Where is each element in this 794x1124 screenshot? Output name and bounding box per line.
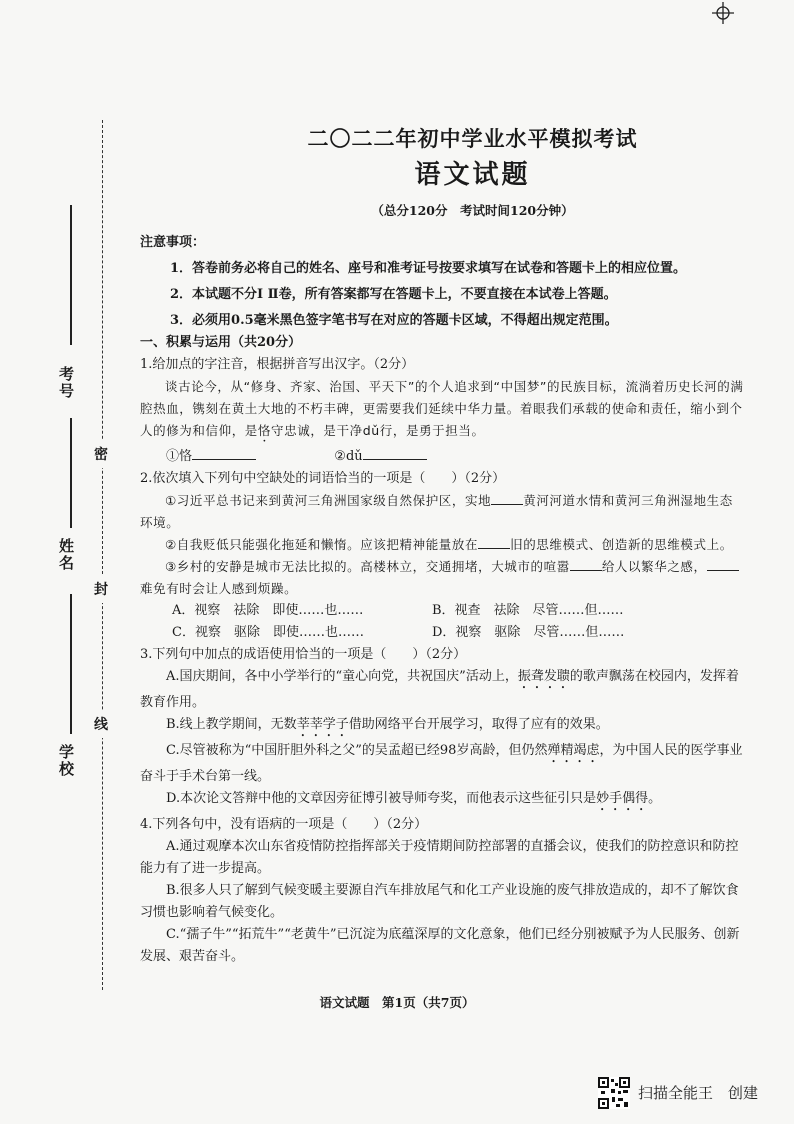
- page-footer: 语文试题 第1页（共7页）: [319, 995, 475, 1010]
- name-label: 姓名: [57, 538, 75, 572]
- notice-item: 2．本试题不分Ⅰ Ⅱ卷，所有答案都写在答题卡上，不要直接在本试卷上答题。: [170, 287, 617, 302]
- q3-option-a[interactable]: A.国庆期间，各中小学举行的“童心向党，共祝国庆”活动上，振聋发聩的歌声飘荡在校园内，发挥着教育作用。: [140, 669, 739, 710]
- blank-2-label: ②dǔ: [334, 449, 363, 464]
- q4-stem: 4.下列各句中，没有语病的一项是（ ）（2分）: [140, 817, 428, 832]
- exam-no-line: [70, 205, 72, 345]
- q2-sentence-1: ①习近平总书记来到黄河三角洲国家级自然保护区，实地 黄河河道水情和黄河三角洲湿地生态环境。: [140, 490, 745, 534]
- q3-option-c[interactable]: C.尽管被称为“中国肝胆外科之父”的吴孟超已经98岁高龄，但仍然殚精竭虑，为中国人民的医学事业奋斗于手术台第一线。: [140, 743, 743, 784]
- section-title: 一、积累与运用（共20分）: [140, 335, 302, 350]
- q3-option-d[interactable]: D.本次论文答辩中他的文章因旁征博引被导师夸奖，而他表示这些征引只是妙手偶得。: [166, 791, 662, 806]
- dotted-char: 恪: [257, 423, 272, 438]
- q2-stem: 2.依次填入下列句中空缺处的词语恰当的一项是（ ）（2分）: [140, 471, 506, 486]
- q1-stem: 1.给加点的字注音，根据拼音写出汉字。（2分）: [140, 357, 415, 372]
- exam-meta: （总分120分 考试时间120分钟）: [371, 203, 574, 218]
- blank-1-line[interactable]: [192, 445, 256, 460]
- q3-stem: 3.下列句中加点的成语使用恰当的一项是（ ）（2分）: [140, 647, 467, 662]
- blank-1-label: ①恪: [166, 449, 193, 464]
- q2-options: [140, 600, 745, 644]
- name-line: [70, 418, 72, 528]
- exam-title: 二〇二二年初中学业水平模拟考试: [307, 126, 638, 151]
- notice-item: 1．答卷前务必将自己的姓名、座号和准考证号按要求填写在试卷和答题卡上的相应位置。: [170, 261, 687, 276]
- q2-sentence-2: ②自我贬低只能强化拖延和懒惰。应该把精神能量放在 旧的思维模式、创造新的思维模式上。: [140, 534, 745, 556]
- notice-heading: 注意事项：: [140, 235, 206, 250]
- q1-passage: 谈古论今，从“修身、齐家、治国、平天下”的个人追求到“中国梦”的民族目标，流淌着历史长河的满腔热血，镌刻在黄土大地的不朽丰碑，更需要我们延续中华力量。着眼我们承载的使命和责任，缩小到个人的修为和信仰，是恪守忠诚，是干净dǔ行，是勇于担当。: [140, 379, 744, 438]
- q3-option-b[interactable]: B.线上教学期间，无数莘莘学子借助网络平台开展学习，取得了应有的效果。: [166, 717, 609, 732]
- registration-crosshair-icon: [712, 2, 734, 24]
- seal-char-feng: 封: [94, 575, 108, 603]
- q2-sentence-3: ③乡村的安静是城市无法比拟的。高楼林立，交通拥堵，大城市的喧嚣 给人以繁华之感，难免有时会让人感到烦躁。: [140, 556, 745, 600]
- seal-char-xian: 线: [94, 710, 108, 738]
- option-b[interactable]: B．视查 祛除 尽管……但……: [432, 603, 624, 618]
- option-a[interactable]: A．视察 祛除 即使……也……: [172, 603, 364, 618]
- exam-subject: 语文试题: [414, 160, 531, 190]
- option-d[interactable]: D．视察 驱除 尽管……但……: [432, 625, 625, 640]
- scanner-watermark: 扫描全能王 创建: [638, 1084, 759, 1102]
- seal-char-mi: 密: [94, 440, 108, 468]
- q4-option-a[interactable]: A.通过观摩本次山东省疫情防控指挥部关于疫情期间防控部署的直播会议，使我们的防控意识和防控能力有了进一步提高。: [140, 839, 739, 876]
- qr-code-icon: [598, 1077, 630, 1109]
- blank-2-line[interactable]: [363, 445, 427, 460]
- school-label: 学校: [57, 744, 75, 778]
- exam-no-label: 考号: [57, 366, 75, 400]
- q4-option-b[interactable]: B.很多人只了解到气候变暖主要源自汽车排放尾气和化工产业设施的废气排放造成的，却不了解饮食习惯也影响着气候变化。: [140, 883, 739, 920]
- seal-dashed-line: [102, 120, 103, 990]
- school-line: [70, 594, 72, 734]
- notice-item: 3．必须用0.5毫米黑色签字笔书写在对应的答题卡区域，不得超出规定范围。: [170, 313, 618, 328]
- q1-blanks: [140, 445, 745, 468]
- option-c[interactable]: C．视察 驱除 即使……也……: [172, 625, 364, 640]
- q4-option-c[interactable]: C.“孺子牛”“拓荒牛”“老黄牛”已沉淀为底蕴深厚的文化意象，他们已经分别被赋予为人民服务、创新发展、艰苦奋斗。: [140, 927, 740, 964]
- exam-content: [140, 128, 745, 968]
